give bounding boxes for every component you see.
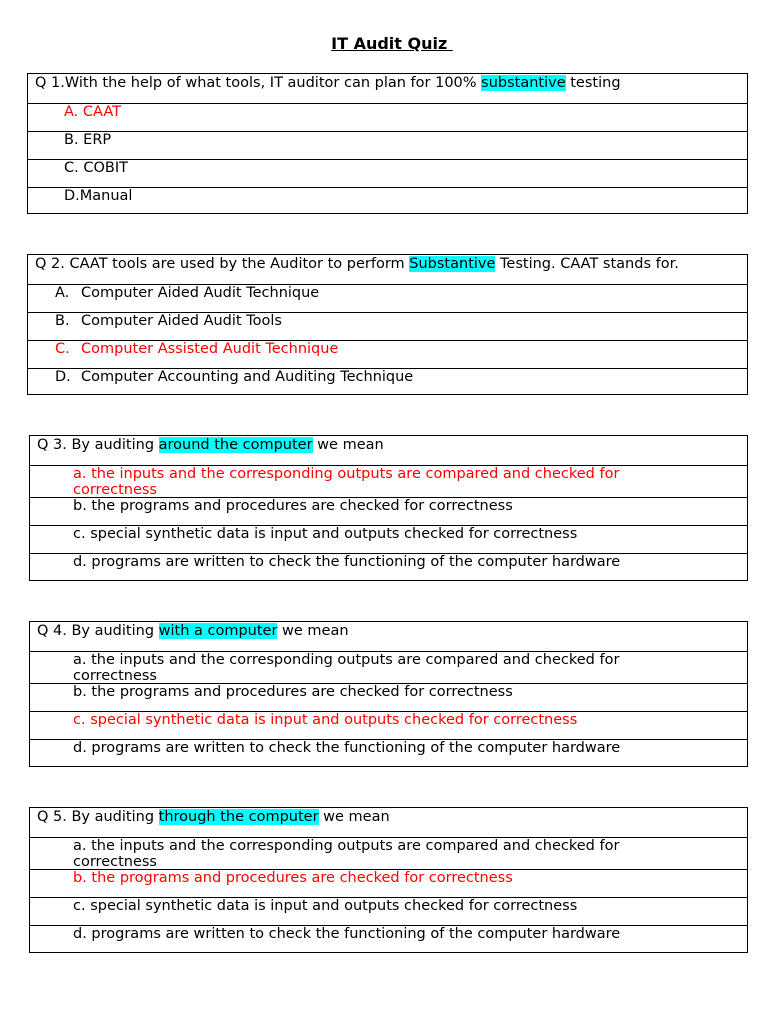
question-2-option-b-label: Computer Aided Audit Tools [81,313,282,329]
question-4-text [37,623,349,639]
question-5-option-c-label: c. special synthetic data is input and outputs checked for correctness [73,898,578,914]
question-2-option-b-letter: B. [55,313,70,329]
question-1-post: testing [565,75,621,91]
question-4-option-d-label: d. programs are written to check the functioning of the computer hardware [73,740,621,756]
question-3-option-a[interactable] [30,465,747,497]
question-3-option-b[interactable] [30,497,747,525]
question-5-option-b-label: b. the programs and procedures are checked for correctness [73,870,513,886]
question-3-row [30,436,747,465]
question-1-option-d[interactable] [28,187,747,213]
quiz-title: IT Audit Quiz [331,34,453,53]
question-3-option-d-label: d. programs are written to check the functioning of the computer hardware [73,554,621,570]
question-3-option-a-label: a. the inputs and the corresponding outputs are compared and checked for correctness [73,466,620,497]
question-5-table [29,807,748,953]
question-2-option-a[interactable] [28,284,747,312]
question-5-option-a-label: a. the inputs and the corresponding outputs are compared and checked for correctness [73,838,620,869]
question-5-pre: Q 5. By auditing [37,809,159,825]
question-2-option-c-label: Computer Assisted Audit Technique [81,341,339,357]
question-2-option-d-label: Computer Accounting and Auditing Technique [81,369,414,385]
question-2-post: Testing. CAAT stands for. [495,256,679,272]
question-3-highlight: around the computer [158,437,313,453]
question-4-row [30,622,747,651]
question-5-option-c[interactable] [30,897,747,925]
question-3-post: we mean [312,437,384,453]
question-4-option-d[interactable] [30,739,747,766]
question-4-option-a[interactable] [30,651,747,683]
question-3-pre: Q 3. By auditing [37,437,159,453]
question-5-option-a[interactable] [30,837,747,869]
question-1-option-c-label: C. COBIT [64,160,128,176]
question-3-table [29,435,748,581]
question-1-table [27,73,748,214]
question-4-table [29,621,748,767]
question-1-option-b-label: B. ERP [64,132,112,148]
question-4-post: we mean [277,623,349,639]
question-3-text [37,437,384,453]
question-5-highlight: through the computer [158,809,319,825]
question-2-option-d[interactable] [28,368,747,394]
question-5-row [30,808,747,837]
question-1-option-a-label: A. CAAT [64,104,121,120]
question-5-option-d-label: d. programs are written to check the functioning of the computer hardware [73,926,621,942]
question-3-option-b-label: b. the programs and procedures are checked for correctness [73,498,513,514]
question-1-option-d-label: D.Manual [64,188,133,204]
question-2-option-c-letter: C. [55,341,70,357]
question-1-pre: Q 1.With the help of what tools, IT auditor can plan for 100% [35,75,482,91]
question-4-option-a-label: a. the inputs and the corresponding outputs are compared and checked for correctness [73,652,620,683]
question-1-text [35,75,621,91]
question-4-highlight: with a computer [158,623,278,639]
question-5-option-d[interactable] [30,925,747,952]
question-2-pre: Q 2. CAAT tools are used by the Auditor to perform [35,256,410,272]
question-4-pre: Q 4. By auditing [37,623,159,639]
question-4-option-b-label: b. the programs and procedures are checked for correctness [73,684,513,700]
question-4-option-c-label: c. special synthetic data is input and outputs checked for correctness [73,712,578,728]
question-1-option-a[interactable] [28,103,747,131]
question-2-row [28,255,747,284]
question-1-option-c[interactable] [28,159,747,187]
question-2-option-a-letter: A. [55,285,70,301]
question-4-option-b[interactable] [30,683,747,711]
question-1-row [28,74,747,103]
question-2-option-b[interactable] [28,312,747,340]
question-3-option-c-label: c. special synthetic data is input and outputs checked for correctness [73,526,578,542]
question-2-option-a-label: Computer Aided Audit Technique [81,285,320,301]
question-5-text [37,809,390,825]
question-2-option-c[interactable] [28,340,747,368]
question-5-option-b[interactable] [30,869,747,897]
question-4-option-c[interactable] [30,711,747,739]
question-5-post: we mean [318,809,390,825]
question-2-option-d-letter: D. [55,369,71,385]
question-3-option-d[interactable] [30,553,747,580]
question-2-text [35,256,679,272]
question-1-option-b[interactable] [28,131,747,159]
question-3-option-c[interactable] [30,525,747,553]
question-2-highlight: Substantive [409,256,496,272]
question-1-highlight: substantive [481,75,566,91]
question-2-table [27,254,748,395]
